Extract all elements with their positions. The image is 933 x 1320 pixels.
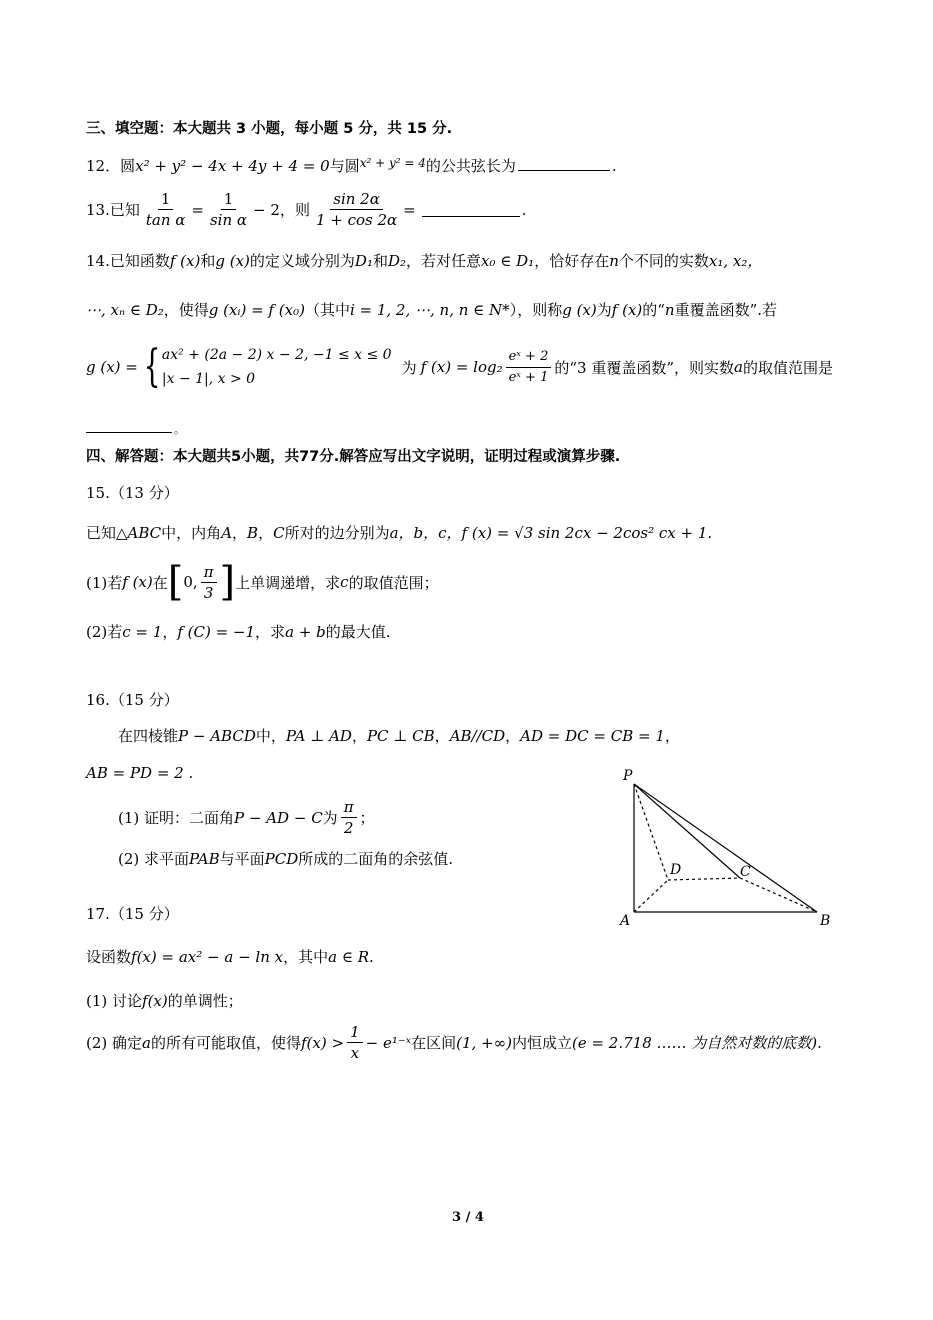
q17-p2-a: a bbox=[142, 1033, 151, 1052]
label-d: D bbox=[670, 862, 682, 878]
q15-opposite-sides: 所对的边分别为 bbox=[284, 524, 390, 542]
page-number: 3 / 4 bbox=[452, 1210, 484, 1225]
q13-answer-blank bbox=[422, 202, 520, 217]
q14-left-brace: { bbox=[143, 341, 161, 392]
q13-fraction-2 bbox=[207, 190, 250, 229]
q16-part-2 bbox=[118, 848, 453, 869]
q15-p1-on: 在 bbox=[152, 573, 168, 592]
q14-g-of-x-2: g (x) bbox=[562, 301, 597, 319]
q16-p1-is: 为 bbox=[322, 809, 338, 827]
q14-is: 为 bbox=[596, 301, 612, 319]
q14-answer-blank bbox=[86, 418, 172, 433]
question-14-line-2 bbox=[86, 299, 777, 320]
q14-range-text: 的取值范围是 bbox=[742, 358, 833, 377]
question-12 bbox=[86, 155, 617, 176]
q15-right-bracket: ] bbox=[219, 559, 236, 605]
q17-part-2 bbox=[86, 1023, 822, 1062]
q15-three: 3 bbox=[203, 583, 214, 602]
q14-equation: g (xᵢ) = f (x₀) bbox=[208, 301, 305, 319]
q16-cond-4: AD = DC = CB = 1 bbox=[520, 727, 665, 745]
q14-answer-line bbox=[86, 418, 185, 437]
q15-p2-fc: f (C) = −1 bbox=[177, 623, 256, 641]
q14-domain-text: 的定义域分别为 bbox=[249, 252, 355, 270]
q17-p2-interval: (1, +∞) bbox=[456, 1033, 512, 1052]
q14-three-cover: 的“3 重覆盖函数”，则实数 bbox=[554, 358, 735, 377]
q16-pi-over-2 bbox=[341, 798, 357, 837]
q14-log-fraction bbox=[506, 348, 552, 387]
q15-pi: π bbox=[201, 563, 217, 583]
q17-part-1 bbox=[86, 990, 243, 1011]
edge-pc bbox=[634, 784, 740, 878]
q16-pyramid-figure bbox=[600, 760, 850, 935]
q13-then: 则 bbox=[294, 201, 310, 219]
q15-p2-max: 的最大值. bbox=[325, 623, 391, 641]
q15-known: 已知△ bbox=[86, 524, 128, 542]
q16-line-2: AB = PD = 2 . bbox=[86, 764, 194, 782]
q15-p2-if: (2)若 bbox=[86, 623, 123, 641]
q15-angle-c: C bbox=[273, 524, 285, 542]
q13-frac3-numerator: sin 2α bbox=[330, 190, 383, 210]
q14-f-of-x-2: f (x) bbox=[611, 301, 643, 319]
q15-p1-if: (1)若 bbox=[86, 573, 123, 592]
q13-frac2-numerator: 1 bbox=[221, 190, 237, 210]
q14-piecewise bbox=[138, 343, 392, 391]
q16-pyramid: P − ABCD bbox=[178, 727, 256, 745]
q12-end: . bbox=[611, 157, 617, 175]
q17-p2-values: 的所有可能取值，使得 bbox=[150, 1034, 301, 1052]
q17-condition: a ∈ R. bbox=[328, 948, 374, 966]
q15-angle-a: A bbox=[221, 524, 233, 542]
q17-one: 1 bbox=[347, 1023, 363, 1043]
question-14-line-3 bbox=[86, 343, 833, 391]
q17-p1-f: f(x) bbox=[142, 992, 168, 1010]
q15-stem: 已知△ABC中，内角A，B，C所对的边分别为a，b，c，f (x) = √3 sin 2cx − 2cos² cx + 1. bbox=[86, 524, 713, 542]
q12-circle1: x² + y² − 4x + 4y + 4 = 0 bbox=[135, 157, 330, 175]
q16-p2-pab: PAB bbox=[189, 850, 220, 868]
q14-a-var: a bbox=[734, 358, 743, 376]
q14-case-2: |x − 1|, x > 0 bbox=[161, 371, 256, 387]
q14-where: （其中 bbox=[304, 301, 350, 319]
q14-n: n bbox=[609, 252, 619, 270]
q16-part-1 bbox=[118, 798, 375, 837]
q14-blank-end: 。 bbox=[174, 423, 185, 436]
q14-x0: x₀ ∈ D₁ bbox=[481, 252, 535, 270]
q17-where: ，其中 bbox=[283, 948, 329, 966]
q12-suffix: 的公共弦长为 bbox=[425, 157, 516, 175]
q15-triangle: ABC bbox=[127, 524, 162, 542]
q16-p2-and: 与平面 bbox=[219, 850, 265, 868]
q16-p2-cosine: 所成的二面角的余弦值. bbox=[298, 850, 454, 868]
q15-left-bracket: [ bbox=[167, 559, 184, 605]
q14-such-that: ，使得 bbox=[163, 301, 209, 319]
q17-header: 17.（15 分） bbox=[86, 905, 179, 923]
q15-angle-b: B bbox=[247, 524, 259, 542]
q17-p1-discuss: (1) 讨论 bbox=[86, 992, 143, 1010]
q15-p2-c-eq: c = 1 bbox=[122, 623, 163, 641]
q16-sep-4: ， bbox=[664, 727, 680, 745]
q13-frac2-denominator: sin α bbox=[209, 211, 248, 229]
q16-stem bbox=[118, 725, 680, 746]
q17-p2-interval-text: 在区间 bbox=[411, 1034, 457, 1052]
question-14-line-1 bbox=[86, 250, 762, 271]
q16-p2-find: (2) 求平面 bbox=[118, 850, 190, 868]
q13-end: . bbox=[521, 200, 527, 219]
q14-and-2: 和 bbox=[372, 252, 388, 270]
edge-cb bbox=[740, 878, 817, 912]
q16-sep-3: ， bbox=[505, 727, 521, 745]
q13-number: 13. bbox=[86, 200, 110, 219]
q16-pi: π bbox=[341, 798, 357, 818]
q14-n-2: n bbox=[664, 301, 675, 319]
q15-p1-f: f (x) bbox=[122, 573, 153, 591]
q16-p1-end: ； bbox=[359, 809, 375, 827]
q14-g-of-x: g (x) bbox=[215, 252, 250, 270]
q15-part-2 bbox=[86, 621, 391, 642]
q14-of: 的“ bbox=[642, 301, 665, 319]
q15-p1-increasing: 上单调递增，求 bbox=[235, 573, 341, 592]
q17-stem bbox=[86, 946, 374, 967]
q12-circle2: x² + y² = 4 bbox=[359, 156, 426, 170]
q17-exp-term: − e¹⁻ˣ bbox=[365, 1033, 412, 1052]
q16-sep-2: ， bbox=[434, 727, 450, 745]
section-3-heading: 三、填空题：本大题共 3 小题，每小题 5 分，共 15 分. bbox=[86, 121, 453, 137]
q14-and: 和 bbox=[200, 252, 216, 270]
q14-d1: D₁ bbox=[354, 252, 373, 270]
q17-x: x bbox=[350, 1044, 360, 1062]
edge-ad bbox=[634, 880, 668, 912]
q13-frac1-numerator: 1 bbox=[158, 190, 174, 210]
q16-pyramid-text: 在四棱锥 bbox=[118, 727, 179, 745]
section-4-heading: 四、解答题：本大题共5小题，共77分.解答应写出文字说明，证明过程或演算步骤. bbox=[86, 449, 621, 465]
q16-p1-angle: P − AD − C bbox=[234, 808, 323, 827]
label-a: A bbox=[620, 913, 631, 929]
q17-p1-monotonicity: 的单调性； bbox=[167, 992, 243, 1010]
q14-f-definition: f (x) = log₂ bbox=[420, 358, 503, 376]
q14-g-definition: g (x) = bbox=[86, 358, 138, 376]
q16-two: 2 bbox=[343, 819, 354, 837]
q14-exists-text: ，恰好存在 bbox=[534, 252, 610, 270]
q14-call: ），则称 bbox=[509, 301, 563, 319]
q17-one-over-x bbox=[347, 1023, 363, 1062]
label-b: B bbox=[820, 913, 831, 929]
edge-pb bbox=[634, 784, 817, 912]
q16-cond-3: AB//CD bbox=[449, 727, 506, 745]
q13-equals: = bbox=[191, 200, 204, 219]
q16-header: 16.（15 分） bbox=[86, 691, 179, 709]
q14-cover-function: 重覆盖函数”.若 bbox=[674, 301, 778, 319]
q14-is-2: 为 bbox=[401, 358, 417, 377]
q17-p2-holds: 内恒成立 bbox=[511, 1034, 572, 1052]
q12-answer-blank bbox=[518, 156, 610, 171]
q14-log-numerator: eˣ + 2 bbox=[506, 348, 552, 368]
q12-middle: 与圆 bbox=[329, 157, 360, 175]
q15-sides: a，b，c， bbox=[389, 524, 462, 542]
q15-p2-find: ，求 bbox=[255, 623, 286, 641]
q16-p1-prove: (1) 证明：二面角 bbox=[118, 809, 235, 827]
q17-p2-e-note: (e = 2.718 …… 为自然对数的底数). bbox=[571, 1034, 822, 1052]
q17-p2-determine: (2) 确定 bbox=[86, 1034, 143, 1052]
label-c: C bbox=[740, 864, 751, 880]
q14-x1-x2: x₁, x₂， bbox=[708, 252, 763, 270]
q15-p2-comma: ， bbox=[162, 623, 178, 641]
q17-let: 设函数 bbox=[86, 948, 132, 966]
q15-p1-range: 的取值范围； bbox=[348, 573, 439, 592]
q16-cond-1: PA ⊥ AD bbox=[285, 727, 352, 745]
q14-xn: ⋯, xₙ ∈ D₂ bbox=[86, 301, 164, 319]
q14-f-of-x: f (x) bbox=[169, 252, 201, 270]
q12-prefix: 圆 bbox=[120, 157, 136, 175]
q14-any-text: ，若对任意 bbox=[406, 252, 482, 270]
q17-p2-f: f(x) > bbox=[301, 1033, 345, 1052]
q14-distinct-text: 个不同的实数 bbox=[618, 252, 709, 270]
q13-prefix: 已知 bbox=[109, 201, 140, 219]
q15-interval-left: 0, bbox=[183, 573, 198, 591]
q15-inner-angles: 中，内角 bbox=[161, 524, 222, 542]
label-p: P bbox=[623, 768, 633, 784]
q15-header: 15.（13 分） bbox=[86, 484, 179, 502]
q15-p1-c: c bbox=[340, 573, 349, 591]
q13-fraction-3 bbox=[313, 190, 400, 229]
q13-fraction-1 bbox=[143, 190, 189, 229]
q13-frac1-denominator: tan α bbox=[145, 211, 186, 229]
question-13 bbox=[86, 190, 527, 229]
q14-case-1: ax² + (2a − 2) x − 2, −1 ≤ x ≤ 0 bbox=[161, 347, 392, 363]
q14-d2: D₂ bbox=[387, 252, 407, 270]
q16-p2-pcd: PCD bbox=[264, 850, 299, 868]
q16-cond-2: PC ⊥ CB bbox=[366, 727, 435, 745]
q15-f-definition: f (x) = √3 sin 2cx − 2cos² cx + 1. bbox=[461, 524, 713, 542]
q12-number: 12． bbox=[86, 157, 121, 175]
q15-part-1 bbox=[86, 559, 439, 605]
q14-intro: 14.已知函数 bbox=[86, 252, 170, 270]
q16-sep-1: ， bbox=[351, 727, 367, 745]
q13-minus-two: − 2， bbox=[253, 201, 295, 219]
edge-dc bbox=[668, 878, 740, 880]
q13-frac3-denominator: 1 + cos 2α bbox=[315, 211, 398, 229]
q17-f-definition: f(x) = ax² − a − ln x bbox=[131, 948, 284, 966]
q15-pi-over-3 bbox=[201, 563, 217, 602]
q13-equals-2: = bbox=[403, 200, 416, 219]
q16-in: 中， bbox=[255, 727, 286, 745]
q14-log-denominator: eˣ + 1 bbox=[508, 369, 549, 385]
q15-p2-ab: a + b bbox=[285, 623, 326, 641]
q14-condition: i = 1, 2, ⋯, n, n ∈ N* bbox=[349, 301, 510, 319]
